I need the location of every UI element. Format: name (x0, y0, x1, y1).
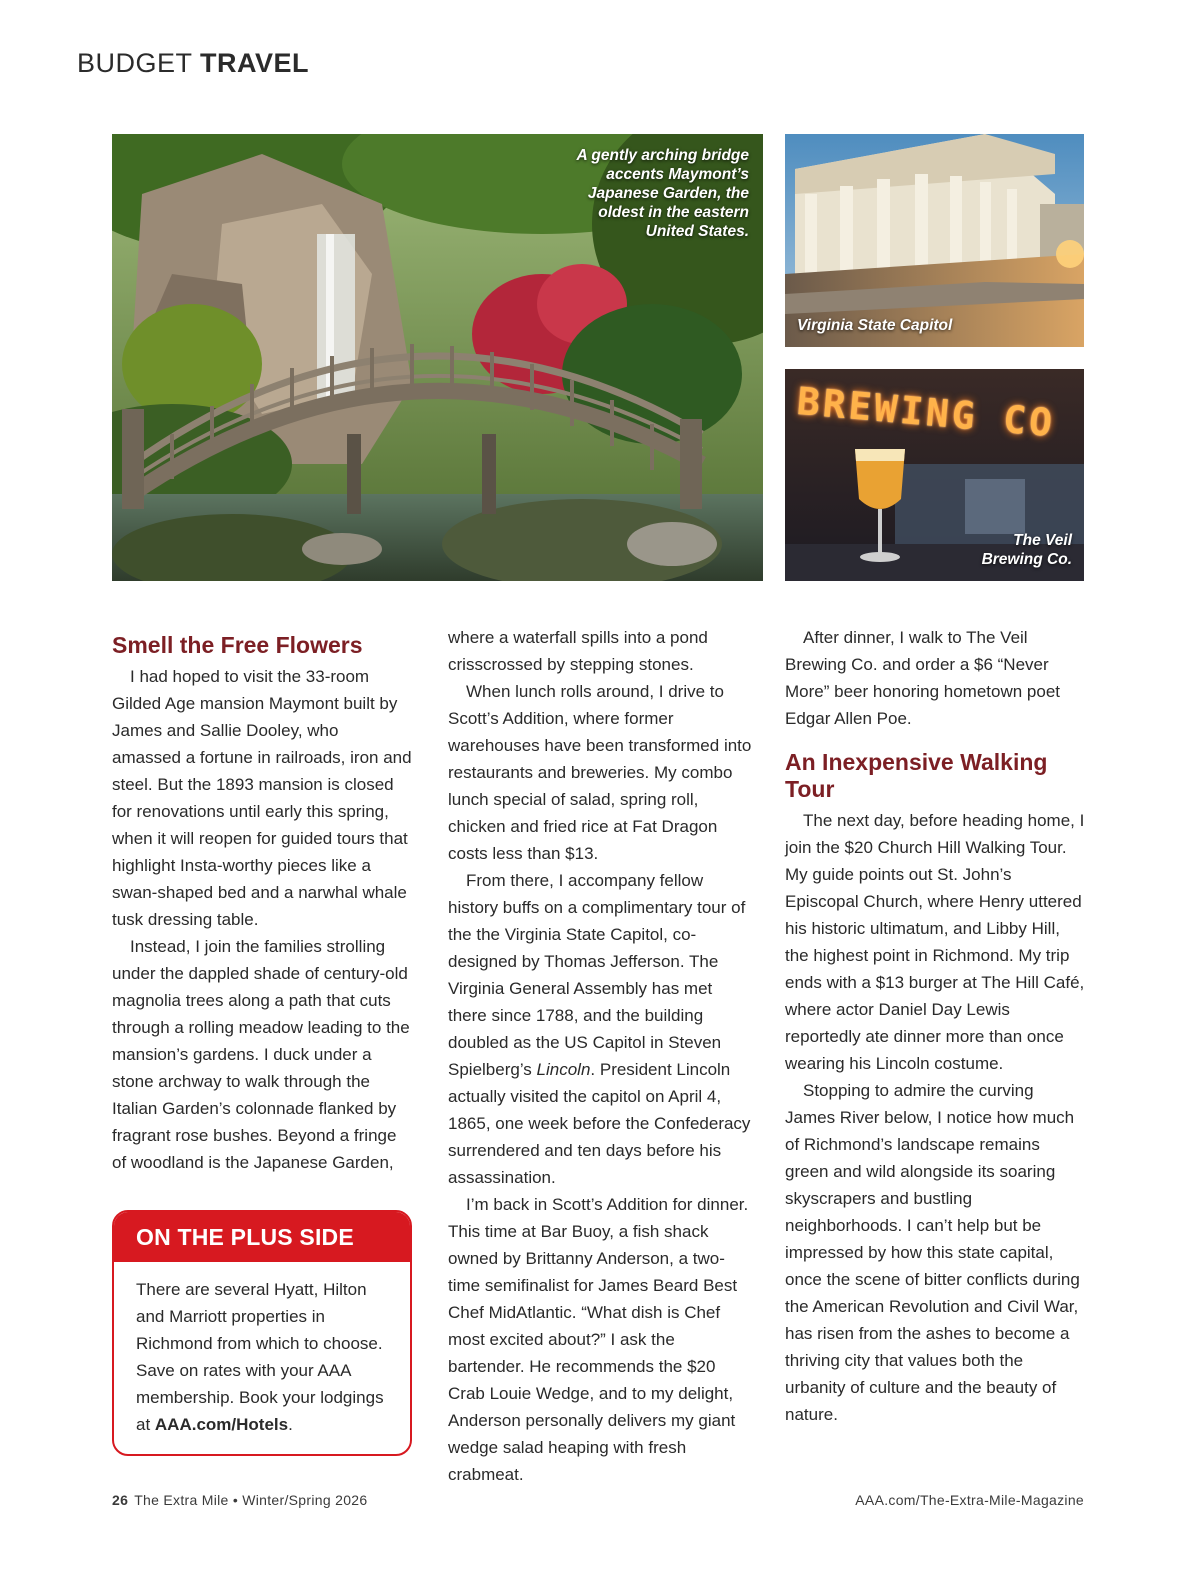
paragraph-text: From there, I accompany fellow history buffs on a complimentary tour of the the Virginia State Capitol, co-designed by Thomas Jefferson. The Virginia General Assembly has met there since 1788, and the building doubled as the US Capitol in Steven Spielberg’s (448, 871, 746, 1079)
brewery-caption: The Veil Brewing Co. (981, 532, 1072, 568)
magazine-url[interactable]: AAA.com/The-Extra-Mile-Magazine (855, 1492, 1084, 1508)
capitol-caption: Virginia State Capitol (797, 317, 953, 334)
article-column-2 (448, 624, 753, 1488)
paragraph: I had hoped to visit the 33-room Gilded Age mansion Maymont built by James and Sallie Dooley, who amassed a fortune in railroads, iron and steel. But the 1893 mansion is closed for renovations until early this spring, when it will reopen for guided tours that highlight Insta-worthy pieces like a swan-shaped bed and a narwhal whale tusk dressing table. (112, 667, 412, 929)
plus-side-end: . (288, 1415, 293, 1434)
film-title: Lincoln (536, 1060, 591, 1079)
virginia-capitol-photo (785, 134, 1084, 347)
japanese-garden-photo (112, 134, 763, 581)
paragraph: Stopping to admire the curving James River below, I notice how much of Richmond’s landscape remains green and wild alongside its soaring skyscrapers and bustling neighborhoods. I can’t help but be impressed by how this state capital, once the scene of bitter conflicts during the American Revolution and Civil War, has risen from the ashes to become a thriving city that values both the urbanity of culture and the beauty of nature. (785, 1081, 1080, 1424)
publication-name: The Extra Mile • Winter/Spring 2026 (134, 1492, 368, 1508)
article-column-3 (785, 624, 1085, 1428)
plus-side-box (112, 1210, 412, 1456)
section-name: TRAVEL (200, 48, 310, 78)
footer-left (112, 1492, 367, 1508)
veil-brewing-photo (785, 369, 1084, 581)
paragraph-capitol (448, 867, 753, 1191)
plus-side-body (114, 1262, 410, 1438)
heading-walking-tour: An Inexpensive Walking Tour (785, 749, 1048, 802)
plus-side-title: ON THE PLUS SIDE (114, 1212, 410, 1262)
paragraph: I’m back in Scott’s Addition for dinner. This time at Bar Buoy, a fish shack owned by Brittanny Anderson, a two-time semifinalist for James Beard Best Chef MidAtlantic. “What dish is Chef most excited about?” I ask the bartender. He recommends the $20 Crab Louie Wedge, and to my delight, Anderson personally delivers my giant wedge salad heaping with fresh crabmeat. (448, 1195, 749, 1484)
hotels-link[interactable]: AAA.com/Hotels (154, 1415, 289, 1434)
paragraph: Instead, I join the families strolling under the dappled shade of century-old magnolia trees along a path that cuts through a rolling meadow leading to the mansion’s gardens. I duck under a stone archway to walk through the Italian Garden’s colonnade flanked by fragrant rose bushes. Beyond a fringe of woodland is the Japanese Garden, (112, 937, 410, 1172)
paragraph-text: . President Lincoln actually visited the capitol on April 4, 1865, one week before the Confederacy surrendered and ten days before his assassination. (448, 1060, 751, 1187)
heading-smell-the-free-flowers: Smell the Free Flowers (112, 632, 363, 658)
garden-caption: A gently arching bridge accents Maymont’s Japanese Garden, the oldest in the eastern United States. (576, 147, 749, 240)
page-number: 26 (112, 1492, 129, 1508)
paragraph: where a waterfall spills into a pond crisscrossed by stepping stones. (448, 628, 708, 674)
paragraph: After dinner, I walk to The Veil Brewing Co. and order a $6 “Never More” beer honoring hometown poet Edgar Allen Poe. (785, 628, 1060, 728)
article-column-1 (112, 624, 412, 1176)
section-prefix: BUDGET (77, 48, 193, 78)
paragraph: The next day, before heading home, I join the $20 Church Hill Walking Tour. My guide points out St. John’s Episcopal Church, where Henry uttered his historic ultimatum, and Libby Hill, the highest point in Richmond. My trip ends with a $13 burger at The Hill Café, where actor Daniel Day Lewis reportedly ate dinner more than once wearing his Lincoln costume. (785, 811, 1085, 1073)
plus-side-text: There are several Hyatt, Hilton and Marriott properties in Richmond from which to choose. Save on rates with your AAA membership. Book your lodgings at (136, 1280, 384, 1434)
section-tag (77, 48, 309, 79)
paragraph: When lunch rolls around, I drive to Scott’s Addition, where former warehouses have been transformed into restaurants and breweries. My combo lunch special of salad, spring roll, chicken and fried rice at Fat Dragon costs less than $13. (448, 682, 752, 863)
brewery-sign: BREWING CO (795, 379, 1057, 446)
